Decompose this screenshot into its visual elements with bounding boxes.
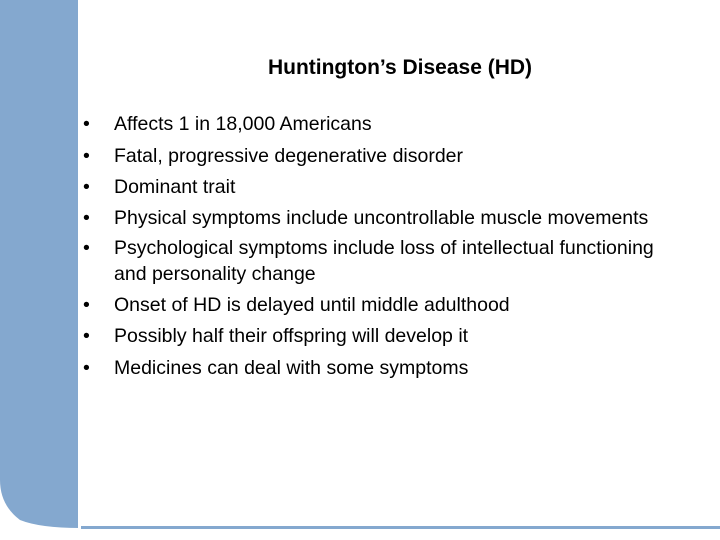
slide-title: Huntington’s Disease (HD) xyxy=(267,56,533,79)
bullet-item xyxy=(83,142,683,171)
bullet-text: Possibly half their offspring will develop it xyxy=(114,325,469,347)
bullet-dot: • xyxy=(83,325,90,347)
bullet-item xyxy=(83,354,683,383)
bullet-dot: • xyxy=(83,176,90,198)
bullet-dot: • xyxy=(83,113,90,135)
bottom-border-line xyxy=(81,526,720,529)
bullet-text: Onset of HD is delayed until middle adulthood xyxy=(114,293,510,316)
bullet-dot: • xyxy=(83,356,90,379)
bullet-dot: • xyxy=(83,206,90,229)
bullet-dot: • xyxy=(83,144,90,167)
bullet-text: Fatal, progressive degenerative disorder xyxy=(114,144,464,167)
bullet-dot: • xyxy=(83,293,90,316)
bullet-item xyxy=(83,322,683,351)
bullet-item xyxy=(83,205,683,231)
bullet-text: Dominant trait xyxy=(114,176,236,198)
bullet-item xyxy=(83,173,683,202)
bullet-text: Psychological symptoms include loss of intellectual functioning and personality change xyxy=(114,236,654,285)
bullet-dot: • xyxy=(83,236,90,259)
blue-sidebar-shape xyxy=(0,0,80,528)
sidebar-light-edge xyxy=(78,0,81,528)
bullet-item xyxy=(83,235,683,287)
bullet-list xyxy=(83,110,683,385)
bullet-text: Affects 1 in 18,000 Americans xyxy=(114,113,372,135)
bullet-text: Medicines can deal with some symptoms xyxy=(114,356,469,379)
bullet-item xyxy=(83,291,683,320)
bullet-text: Physical symptoms include uncontrollable muscle movements xyxy=(114,206,649,229)
bullet-item xyxy=(83,110,683,139)
